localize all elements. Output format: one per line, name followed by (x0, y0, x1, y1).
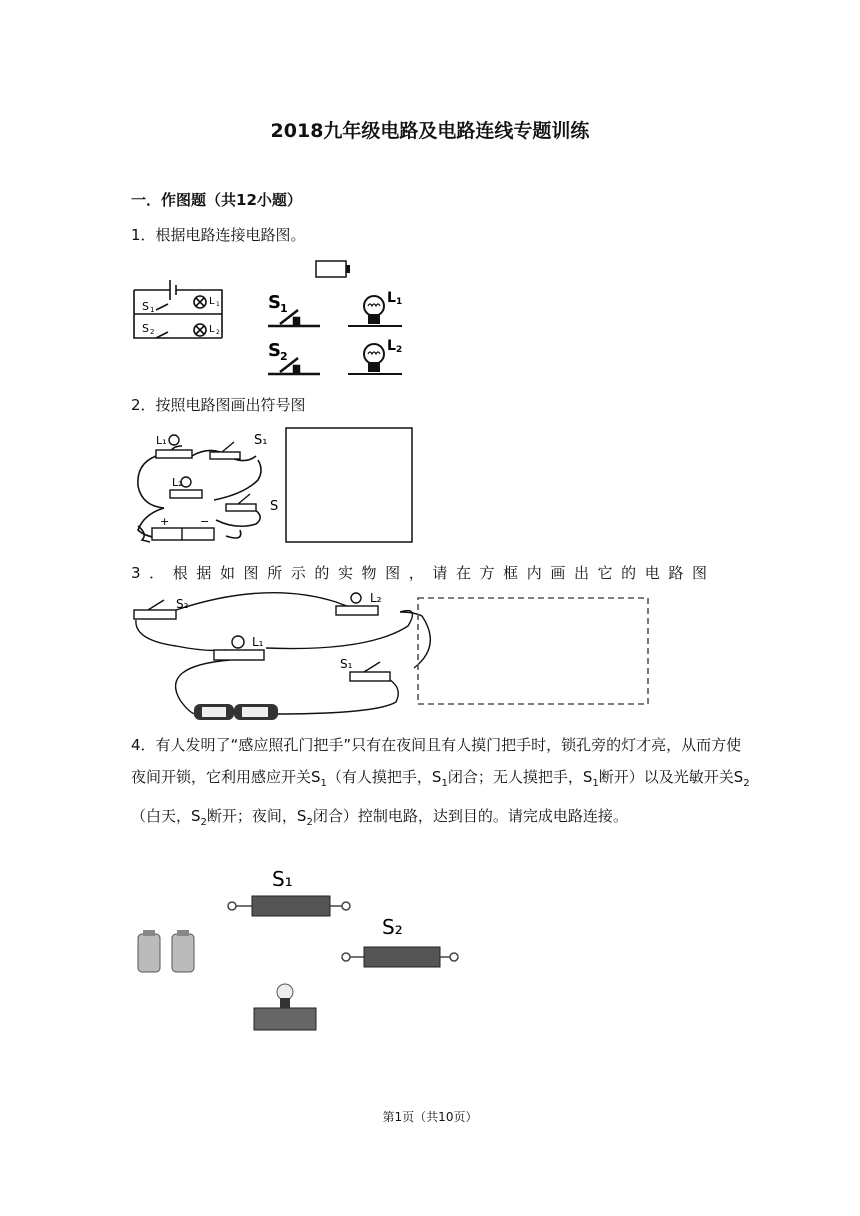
answer-box-dashed (418, 598, 648, 704)
fig4-s2-label: S₂ (382, 915, 403, 939)
real-l1-label: L (387, 290, 396, 306)
schematic-s1-label: S (142, 300, 149, 313)
switch-s2-icon (134, 600, 176, 619)
switch-s2-icon (342, 947, 458, 967)
figure-1-circuit (130, 258, 430, 383)
page-title: 2018九年级电路及电路连线专题训练 (270, 120, 590, 142)
section-heading: 一．作图题（共12小题） (131, 191, 302, 209)
svg-text:2: 2 (150, 328, 155, 336)
fig2-s-label: S (270, 499, 279, 514)
question-2: 2．按照电路图画出符号图 (131, 396, 306, 414)
schematic-s2-label: S (142, 322, 149, 335)
fig3-s1-label: S₁ (340, 657, 353, 671)
figure-2-circuit (130, 424, 420, 546)
answer-box (286, 428, 412, 542)
question-1: 1．根据电路连接电路图。 (131, 226, 306, 244)
svg-text:1: 1 (150, 306, 155, 314)
svg-text:2: 2 (216, 329, 220, 336)
fig2-l1-label: L₁ (156, 434, 167, 447)
schematic-l1-label: L (209, 296, 215, 307)
switch-s1-icon (228, 896, 350, 916)
battery-icon (316, 261, 350, 277)
question-3: 3．根据如图所示的实物图，请在方框内画出它的电路图 (131, 564, 716, 582)
battery-pack-icon (152, 528, 214, 540)
real-l2-label: L (387, 338, 396, 354)
fig4-s1-label: S₁ (272, 867, 293, 891)
fig2-plus-label: + (160, 515, 170, 528)
figure-4-components (130, 862, 470, 1042)
fig2-l2-label: L₂ (172, 476, 183, 489)
battery-cell-icon (138, 930, 194, 972)
svg-text:2: 2 (396, 345, 403, 355)
switch-s-icon (226, 494, 256, 511)
page-footer: 第1页（共10页） (382, 1110, 478, 1124)
fig3-l2-label: L₂ (370, 591, 382, 605)
fig3-l1-label: L₁ (252, 635, 264, 649)
question-4: 4．有人发明了“感应照孔门把手”只有在夜间且有人摸门把手时，锁孔旁的灯才亮，从而方使夜间开锁，它利用感应开关$S_1$（有人摸把手，$S_1$闭合；无人摸把手，$S_1$断开）以及光敏开关$S_2$（白天，$S_2$断开；夜间，$S_2$闭合）控制电路，达到目的。请完成电路连接。 (131, 736, 750, 828)
real-s1-label: S (268, 292, 281, 313)
svg-text:2: 2 (280, 350, 288, 363)
real-s2-label: S (268, 340, 281, 361)
svg-text:1: 1 (216, 301, 220, 308)
svg-text:1: 1 (280, 302, 288, 315)
fig2-minus-label: − (200, 515, 210, 528)
fig2-s1-label: S₁ (254, 433, 268, 448)
svg-text:1: 1 (396, 297, 403, 307)
schematic-l2-label: L (209, 324, 215, 335)
battery-cells-icon (194, 704, 278, 720)
bulb-icon (254, 984, 316, 1030)
switch-s1-icon (350, 662, 390, 681)
fig3-s2-label: S₂ (176, 597, 189, 611)
figure-3-circuit (130, 590, 660, 722)
